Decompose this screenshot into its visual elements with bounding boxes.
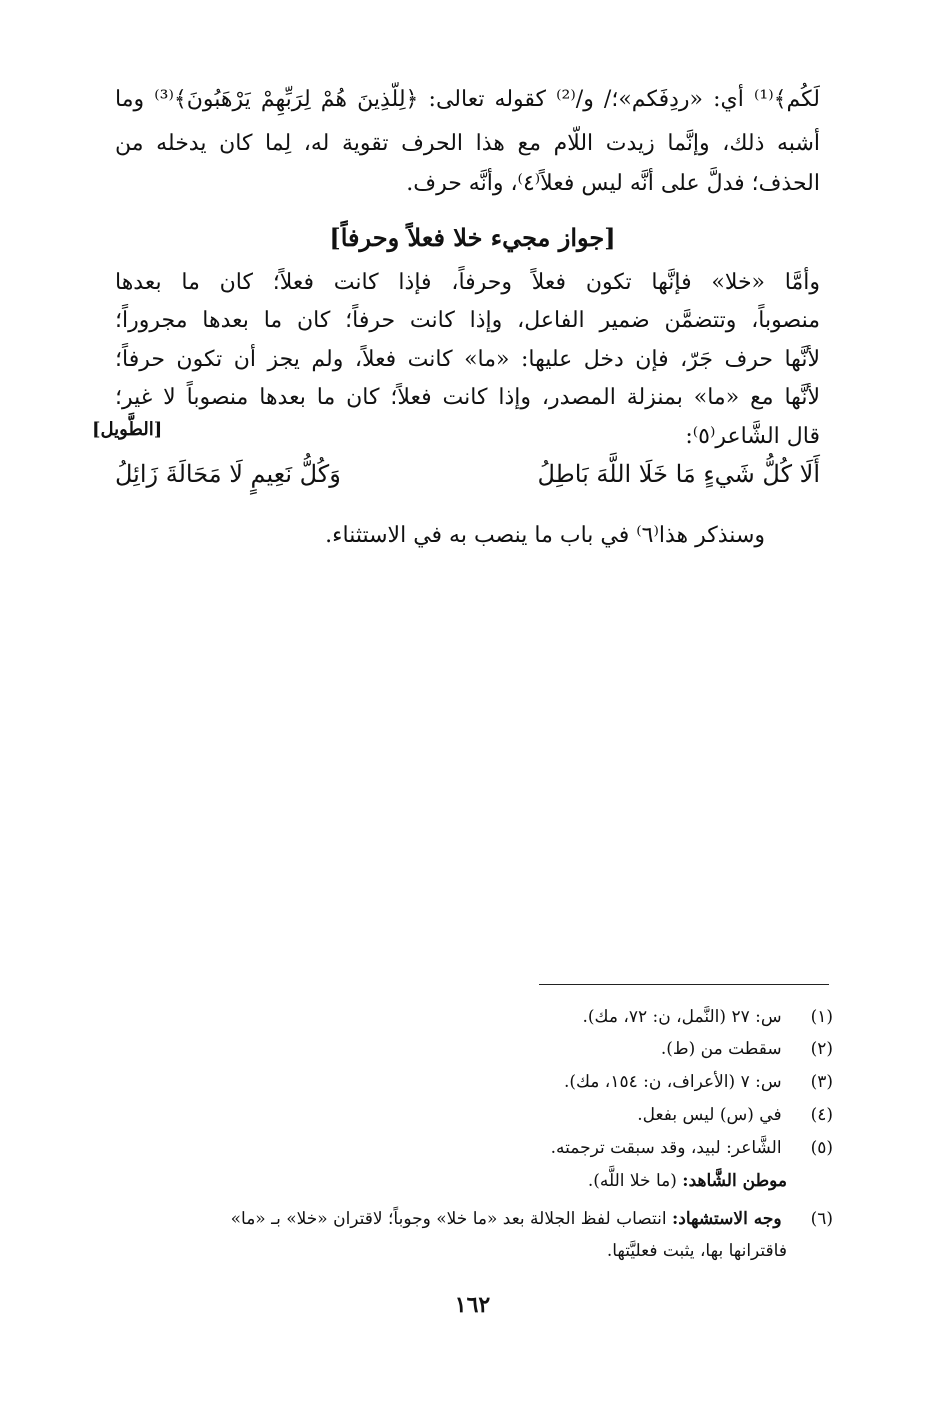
page-number: ١٦٢: [454, 1292, 491, 1318]
footnote-number: (٤): [810, 1105, 833, 1125]
footnote-text: في (س) ليس بفعل.: [637, 1105, 782, 1125]
footnote-separator: [539, 984, 829, 985]
footnote-4: [93, 1100, 833, 1130]
footnote-5-witness: [97, 1166, 787, 1196]
footnote-number: (٢): [810, 1039, 833, 1059]
footnote-6-continuation: فاقترانها بها، يثبت فعليَّتها.: [606, 1241, 787, 1261]
section-line-4: لأنَّها مع «ما» بمنزلة المصدر، وإذا كانت فعلاً؛ كان ما بعدها منصوباً لا غير؛: [115, 385, 820, 410]
footnote-6: [93, 1204, 833, 1234]
verse-second-hemistich: وَكُلُّ نَعِيمٍ لَا مَحَالَةَ زَائِلُ: [115, 460, 341, 488]
body-line-2: أشبه ذلك، وإنَّما زيدت اللَّام مع هذا الحرف تقوية له، لِما كان يدخله من: [115, 131, 820, 156]
section-line-3: لأنَّها حرف جَرّ، فإن دخل عليها: «ما» كانت فعلاً، ولم يجز أن تكون حرفاً؛: [115, 347, 820, 372]
footnote-number: (٦): [810, 1209, 833, 1229]
footnote-text: س: ٧ (الأعراف، ن: ١٥٤، مك).: [563, 1072, 782, 1092]
section-heading: [جواز مجيء خلا فعلاً وحرفاً]: [329, 223, 616, 252]
witness-text: (ما خلا اللَّه).: [587, 1171, 677, 1191]
footnote-text: سقطت من (ط).: [660, 1039, 782, 1059]
footnote-number: (١): [810, 1007, 833, 1027]
section-line-2: منصوباً، وتتضمَّن ضمير الفاعل، وإذا كانت حرفاً؛ كان ما بعدها مجروراً؛: [115, 308, 820, 333]
section-line-1: وأمَّا «خلا» فإنَّها تكون فعلاً وحرفاً، فإذا كانت فعلاً؛ كان ما بعدها: [115, 270, 820, 295]
footnote-number: (٥): [810, 1138, 833, 1158]
closing-line: وسنذكر هذا⁽٦⁾ في باب ما ينصب به في الاستثناء.: [325, 523, 765, 548]
footnote-3: [93, 1067, 833, 1097]
footnote-text: انتصاب لفظ الجلالة بعد «ما خلا» وجوباً؛ لاقتران «خلا» بـ «ما»: [230, 1209, 667, 1229]
poetry-verse: [115, 460, 820, 504]
footnote-2: [93, 1034, 833, 1064]
meter-label: [الطَّويل]: [92, 419, 163, 440]
footnote-1: [93, 1002, 833, 1032]
evidence-label: وجه الاستشهاد:: [672, 1209, 782, 1229]
footnote-5: [93, 1133, 833, 1163]
witness-label: موطن الشَّاهد:: [682, 1171, 787, 1191]
footnote-number: (٣): [810, 1072, 833, 1092]
footnote-text: الشَّاعر: لبيد، وقد سبقت ترجمته.: [550, 1138, 782, 1158]
verse-first-hemistich: أَلَا كُلُّ شَيءٍ مَا خَلَا اللَّهَ بَاطِلُ: [537, 460, 820, 488]
body-line-3: الحذف؛ فدلَّ على أنَّه ليس فعلاً⁽٤⁾، وأنَّه حرف.: [406, 171, 820, 196]
body-line-1: لَكُم﴾⁽¹⁾ أي: «ردِفَكم»؛/ و/⁽²⁾ كقوله تعالى: ﴿لِلَّذِينَ هُمْ لِرَبِّهِمْ يَرْهَبُونَ﴾⁽³⁾ وما: [115, 87, 820, 112]
footnote-text: س: ٢٧ (النَّمل، ن: ٧٢، مك).: [582, 1007, 782, 1027]
poet-intro-line: قال الشَّاعر⁽٥⁾:: [685, 424, 820, 449]
